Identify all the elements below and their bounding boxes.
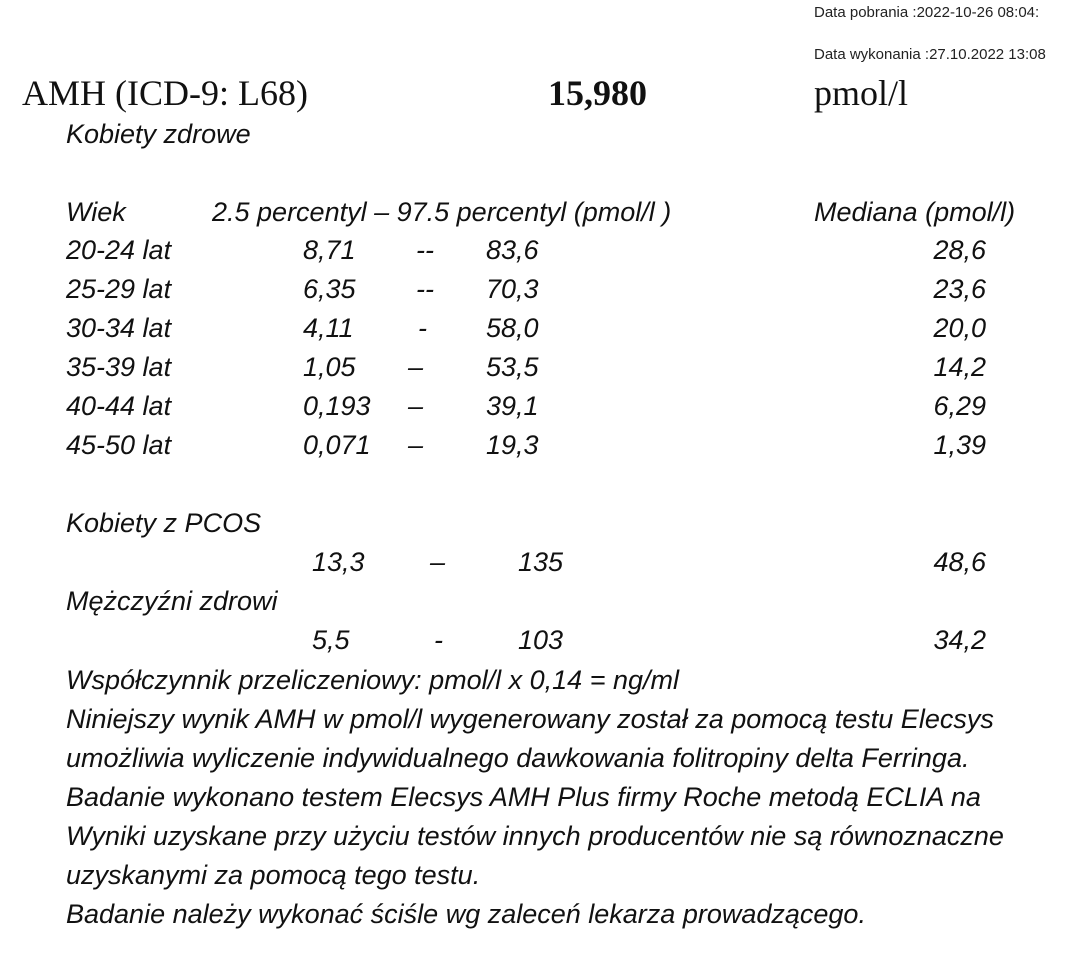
result-unit: pmol/l: [814, 73, 909, 113]
note-line: Wyniki uzyskane przy użyciu testów innych producentów nie są równoznaczne: [66, 821, 1004, 851]
row-dash: –: [408, 430, 424, 460]
note-line: Badanie należy wykonać ściśle wg zaleceń lekarza prowadzącego.: [66, 899, 866, 929]
section-healthy-women: Kobiety zdrowe: [66, 119, 251, 149]
row-high: 58,0: [486, 313, 539, 343]
note-line: uzyskanymi za pomocą tego testu.: [66, 860, 481, 890]
row-low: 1,05: [303, 352, 356, 382]
row-median: 34,2: [933, 625, 986, 655]
row-low: 0,193: [303, 391, 371, 421]
row-high: 103: [518, 625, 564, 655]
row-age: 40-44 lat: [66, 391, 172, 421]
row-median: 48,6: [933, 547, 986, 577]
row-age: 25-29 lat: [66, 274, 172, 304]
section-men: Mężczyźni zdrowi: [66, 586, 278, 616]
col-range-header: 2.5 percentyl – 97.5 percentyl (pmol/l ): [212, 197, 672, 227]
note-line: Niniejszy wynik AMH w pmol/l wygenerowany został za pomocą testu Elecsys: [66, 704, 994, 734]
row-high: 53,5: [486, 352, 539, 382]
row-age: 30-34 lat: [66, 313, 172, 343]
row-dash: --: [416, 235, 434, 265]
row-dash: -: [434, 625, 443, 655]
note-line: Badanie wykonano testem Elecsys AMH Plus firmy Roche metodą ECLIA na: [66, 782, 981, 812]
execution-date: Data wykonania :27.10.2022 13:08: [814, 46, 1046, 63]
col-median-header: Mediana (pmol/l): [814, 197, 1016, 227]
row-median: 6,29: [933, 391, 986, 421]
row-dash: -: [418, 313, 427, 343]
row-age: 20-24 lat: [66, 235, 172, 265]
row-median: 23,6: [933, 274, 986, 304]
row-high: 19,3: [486, 430, 539, 460]
download-date: Data pobrania :2022-10-26 08:04:: [814, 4, 1040, 21]
row-median: 20,0: [933, 313, 986, 343]
row-low: 4,11: [303, 313, 354, 343]
row-high: 70,3: [486, 274, 539, 304]
row-low: 8,71: [303, 235, 356, 265]
row-dash: –: [408, 391, 424, 421]
row-dash: –: [408, 352, 424, 382]
row-low: 0,071: [303, 430, 371, 460]
row-high: 135: [518, 547, 564, 577]
col-age-header: Wiek: [66, 197, 126, 227]
test-name: AMH (ICD-9: L68): [22, 73, 308, 113]
note-line: umożliwia wyliczenie indywidualnego dawkowania folitropiny delta Ferringa.: [66, 743, 970, 773]
row-median: 1,39: [933, 430, 986, 460]
row-high: 39,1: [486, 391, 539, 421]
row-median: 14,2: [933, 352, 986, 382]
row-median: 28,6: [933, 235, 986, 265]
row-low: 6,35: [303, 274, 356, 304]
section-pcos: Kobiety z PCOS: [66, 508, 262, 538]
note-conversion: Współczynnik przeliczeniowy: pmol/l x 0,14 = ng/ml: [66, 665, 679, 695]
row-low: 5,5: [312, 625, 350, 655]
row-age: 35-39 lat: [66, 352, 172, 382]
row-dash: --: [416, 274, 434, 304]
row-high: 83,6: [486, 235, 539, 265]
row-age: 45-50 lat: [66, 430, 172, 460]
row-low: 13,3: [312, 547, 365, 577]
row-dash: –: [430, 547, 446, 577]
result-value: 15,980: [548, 73, 647, 113]
